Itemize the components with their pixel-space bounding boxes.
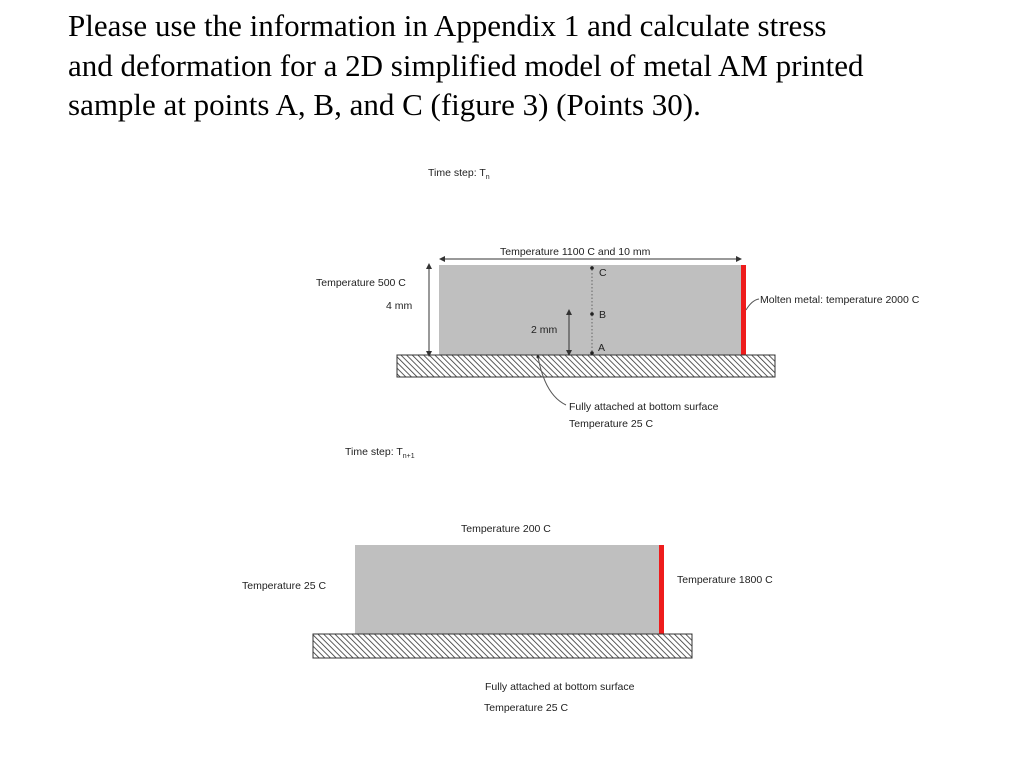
right-temperature-label-2: Temperature 1800 C [677,574,773,586]
hot-edge-2 [659,545,664,634]
bottom-temperature-label: Temperature 25 C [569,418,654,430]
mid-height-label: 2 mm [531,324,558,336]
point-a-label: A [598,342,606,354]
left-temperature-label-2: Temperature 25 C [242,580,327,592]
sample-body [439,265,744,355]
bottom-attached-label: Fully attached at bottom surface [569,401,719,413]
substrate-hatch-2 [313,634,692,658]
molten-callout-line [746,299,759,310]
figure-time-step-n [316,167,920,430]
point-a-marker [590,351,594,355]
question-text: Please use the information in Appendix 1 and calculate stress and deformation for a 2D simplified model of metal AM printed sample at points A, B, and C (figure 3) (Points 30). [68,8,864,122]
sample-body-2 [355,545,662,634]
time-step-n-label: Time step: $T_n$ [428,167,490,181]
molten-metal-label: Molten metal: temperature 2000 C [760,294,920,306]
substrate-hatch [397,355,775,377]
point-c-label: C [599,267,607,279]
left-height-label: 4 mm [386,300,413,312]
left-temperature-label: Temperature 500 C [316,277,406,289]
molten-edge [741,265,746,355]
point-b-label: B [599,309,607,321]
figure-time-step-n-plus-1 [242,446,773,714]
top-temperature-label-2: Temperature 200 C [461,523,551,535]
point-b-marker [590,312,594,316]
top-temperature-label: Temperature 1100 C and 10 mm [500,246,651,258]
bottom-attached-label-2: Fully attached at bottom surface [485,681,635,693]
time-step-n1-label: Time step: $T_{n+1}$ [345,446,415,460]
bottom-temperature-label-2: Temperature 25 C [484,702,569,714]
point-c-marker [590,266,594,270]
